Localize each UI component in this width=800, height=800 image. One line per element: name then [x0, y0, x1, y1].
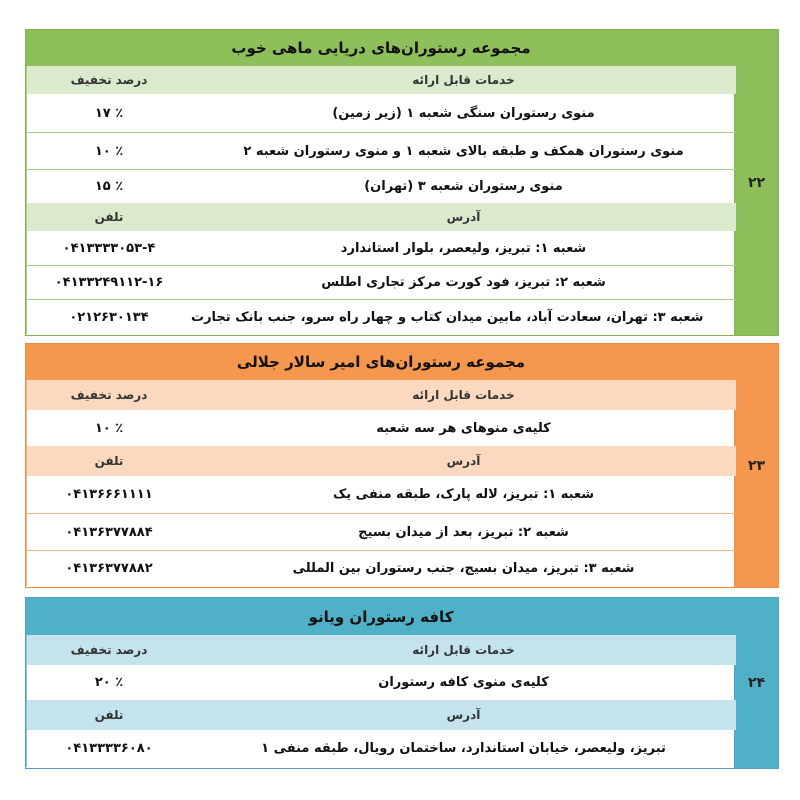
address-row	[26, 476, 736, 513]
phone-number: ۰۴۱۳۶۳۷۷۸۸۲	[26, 551, 191, 586]
phone-number: ۰۴۱۳۶۳۷۷۸۸۴	[26, 514, 191, 550]
address-row	[26, 231, 736, 265]
address-row	[26, 265, 736, 299]
address-header-row	[26, 203, 736, 231]
discount-value: ۱۷ ٪	[26, 94, 191, 132]
discount-value: ۲۰ ٪	[26, 665, 191, 700]
address-text: شعبه ۳: تهران، سعادت آباد، مابین میدان کتاب و چهار راه سرو، جنب بانک تجارت	[191, 309, 704, 325]
restaurant-block-24	[25, 597, 779, 769]
phone-number: ۰۲۱۲۶۳۰۱۳۴	[26, 300, 191, 334]
address-text: شعبه ۲: تبریز، بعد از میدان بسیج	[358, 524, 569, 540]
service-row	[26, 94, 736, 132]
row-number: ۲۲	[734, 30, 778, 335]
address-row	[26, 299, 736, 334]
restaurant-title-text: کافه رستوران ویانو	[308, 607, 454, 626]
address-header-row	[26, 446, 736, 476]
address-row	[26, 550, 736, 586]
phone-header: تلفن	[26, 700, 191, 730]
address-text: شعبه ۱: تبریز، لاله پارک، طبقه منفی یک	[332, 487, 595, 502]
service-text: منوی رستوران همکف و طبقه بالای شعبه ۱ و منوی رستوران شعبه ۲	[243, 143, 684, 159]
discount-table	[26, 598, 736, 768]
phone-number: ۰۴۱۳۳۳۳۶۰۸۰	[26, 730, 191, 767]
row-number: ۲۴	[734, 598, 778, 768]
discount-value: ۱۵ ٪	[26, 170, 191, 203]
services-header-row	[26, 66, 736, 94]
address-row	[26, 513, 736, 550]
service-row	[26, 132, 736, 169]
discount-header: درصد تخفیف	[26, 380, 191, 410]
address-header: آدرس	[446, 708, 481, 722]
service-row	[26, 169, 736, 203]
service-row	[26, 665, 736, 700]
phone-header: تلفن	[26, 203, 191, 231]
services-header: خدمات قابل ارائه	[412, 388, 515, 402]
address-text: تبریز، ولیعصر، خیابان استاندارد، ساختمان رویال، طبقه منفی ۱	[261, 741, 666, 756]
restaurant-block-22	[25, 29, 779, 336]
restaurant-title	[26, 598, 736, 635]
row-number: ۲۳	[734, 344, 778, 587]
discount-value: ۱۰ ٪	[26, 410, 191, 446]
service-row	[26, 410, 736, 446]
restaurant-title-text: مجموعه رستوران‌های دریایی ماهی خوب	[231, 39, 531, 57]
discount-table	[26, 344, 736, 587]
restaurant-block-23	[25, 343, 779, 588]
restaurant-title	[26, 30, 736, 66]
address-header: آدرس	[446, 210, 481, 224]
address-row	[26, 730, 736, 767]
services-header: خدمات قابل ارائه	[412, 73, 515, 87]
service-text: کلیه‌ی منوی کافه رستوران	[378, 675, 549, 690]
discount-header: درصد تخفیف	[26, 635, 191, 665]
address-text: شعبه ۱: تبریز، ولیعصر، بلوار استاندارد	[340, 240, 587, 256]
services-header-row	[26, 380, 736, 410]
phone-number: ۰۴۱۳۶۶۶۱۱۱۱	[26, 476, 191, 513]
restaurant-title	[26, 344, 736, 380]
discount-table	[26, 30, 736, 335]
service-text: منوی رستوران سنگی شعبه ۱ (زیر زمین)	[332, 105, 595, 121]
services-header: خدمات قابل ارائه	[412, 643, 515, 657]
service-text: کلیه‌ی منوهای هر سه شعبه	[376, 420, 551, 436]
services-header-row	[26, 635, 736, 665]
discount-value: ۱۰ ٪	[26, 133, 191, 169]
phone-header: تلفن	[26, 446, 191, 476]
address-text: شعبه ۳: تبریز، میدان بسیج، جنب رستوران بین المللی	[292, 561, 635, 576]
phone-number: ۰۴۱۳۳۳۳۰۵۳-۴	[26, 231, 191, 265]
phone-number: ۰۴۱۳۳۲۴۹۱۱۲-۱۶	[26, 266, 191, 299]
restaurant-title-text: مجموعه رستوران‌های امیر سالار جلالی	[236, 353, 526, 371]
address-text: شعبه ۲: تبریز، فود کورت مرکز تجاری اطلس	[321, 275, 606, 290]
service-text: منوی رستوران شعبه ۳ (تهران)	[364, 179, 563, 194]
discount-header: درصد تخفیف	[26, 66, 191, 94]
address-header-row	[26, 700, 736, 730]
address-header: آدرس	[446, 454, 481, 468]
